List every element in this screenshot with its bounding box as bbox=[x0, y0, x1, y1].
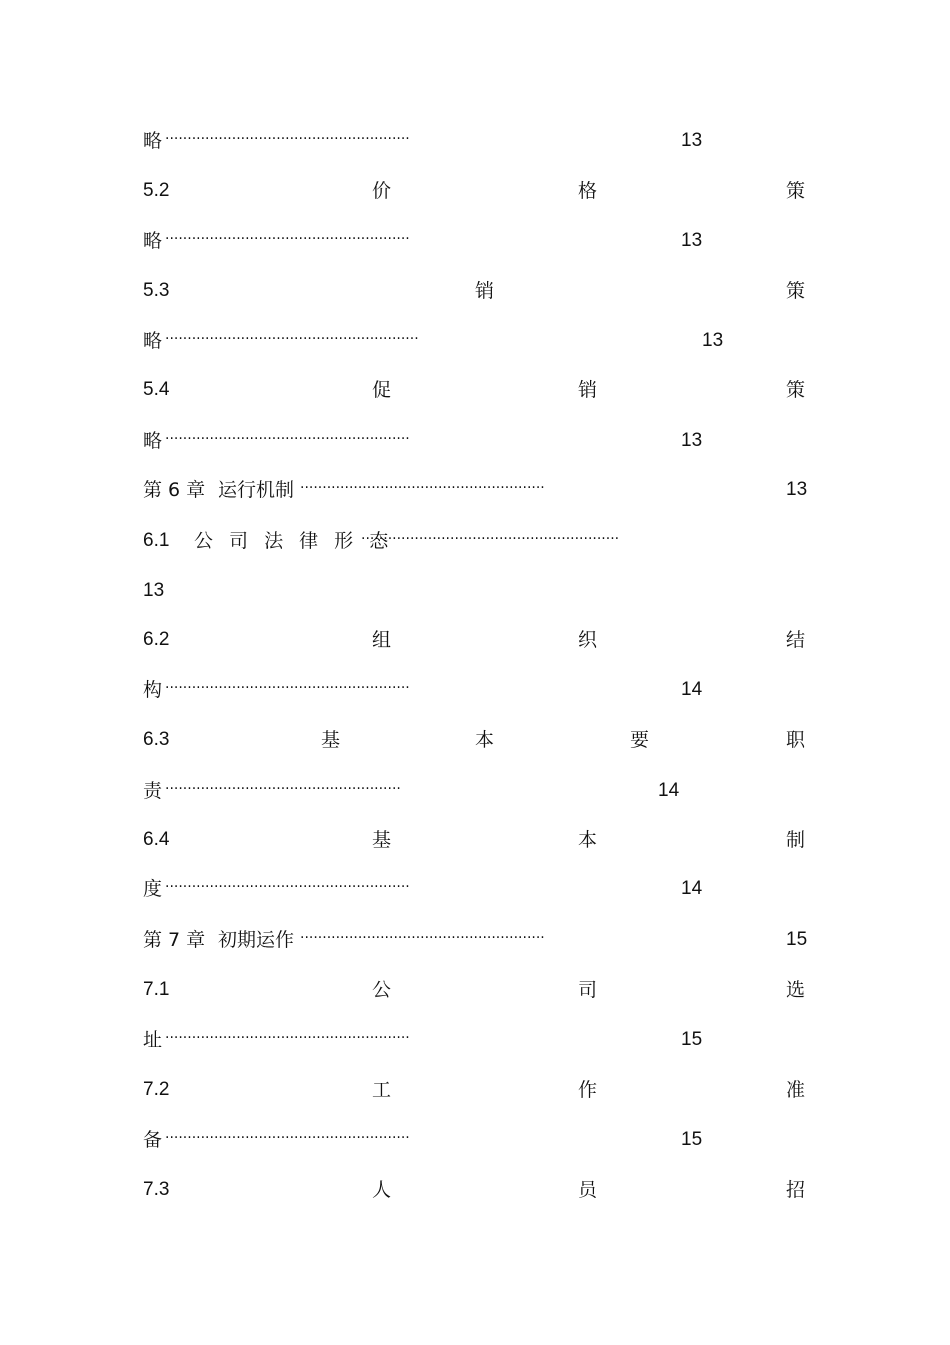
toc-line-7-2-continued bbox=[143, 1125, 808, 1155]
toc-title-char: 织 bbox=[578, 629, 598, 651]
toc-page-number: 14 bbox=[681, 878, 703, 899]
toc-title-char: 策 bbox=[786, 280, 806, 302]
toc-title-char: 准 bbox=[786, 1079, 806, 1101]
toc-line-7-2 bbox=[143, 1075, 808, 1105]
toc-line-6-2 bbox=[143, 625, 808, 655]
toc-line-7-1-continued bbox=[143, 1025, 808, 1055]
toc-chapter-7 bbox=[143, 925, 808, 955]
toc-line-6-3 bbox=[143, 725, 808, 755]
toc-page-number: 13 bbox=[786, 479, 808, 500]
toc-leader-dots: ······················································· bbox=[300, 480, 545, 496]
toc-line-6-1-page bbox=[143, 576, 808, 606]
toc-title-char: 工 bbox=[372, 1079, 392, 1101]
toc-line-5-2 bbox=[143, 176, 808, 206]
toc-page-number: 13 bbox=[143, 580, 165, 601]
toc-page-number: 14 bbox=[658, 780, 680, 801]
toc-line-6-3-continued bbox=[143, 776, 808, 806]
toc-page-number: 13 bbox=[702, 330, 724, 351]
toc-line-5-1-continued bbox=[143, 126, 808, 156]
toc-section-number: 7.2 bbox=[143, 1079, 170, 1100]
toc-chapter-label: 第 7 章 bbox=[143, 929, 206, 951]
toc-leader-dots: ······················································· bbox=[165, 1030, 410, 1046]
toc-title-char: 促 bbox=[372, 379, 392, 401]
toc-title-char: 策 bbox=[786, 379, 806, 401]
toc-entry-tail: 度 bbox=[143, 878, 163, 900]
toc-section-number: 6.1 bbox=[143, 530, 170, 551]
toc-title-char: 基 bbox=[372, 829, 392, 851]
toc-page-number: 15 bbox=[681, 1129, 703, 1150]
toc-entry-tail: 责 bbox=[143, 780, 163, 802]
toc-entry-tail: 备 bbox=[143, 1129, 163, 1151]
toc-section-number: 5.3 bbox=[143, 280, 170, 301]
toc-line-5-4-continued bbox=[143, 426, 808, 456]
toc-entry-tail: 略 bbox=[143, 430, 163, 452]
toc-page-number: 15 bbox=[681, 1029, 703, 1050]
toc-title-char: 组 bbox=[372, 629, 392, 651]
toc-line-6-2-continued bbox=[143, 675, 808, 705]
toc-line-7-1 bbox=[143, 975, 808, 1005]
toc-title-char: 选 bbox=[786, 979, 806, 1001]
toc-page-number: 13 bbox=[681, 130, 703, 151]
toc-section-number: 6.3 bbox=[143, 729, 170, 750]
toc-leader-dots: ····················································· bbox=[165, 781, 401, 797]
toc-chapter-title: 初期运作 bbox=[218, 929, 295, 951]
toc-title-char: 基 bbox=[321, 729, 341, 751]
toc-entry-tail: 构 bbox=[143, 679, 163, 701]
toc-line-5-4 bbox=[143, 375, 808, 405]
toc-entry-tail: 址 bbox=[143, 1029, 163, 1051]
toc-line-5-3-continued bbox=[143, 326, 808, 356]
toc-title-char: 员 bbox=[578, 1179, 598, 1201]
toc-chapter-title: 运行机制 bbox=[218, 479, 295, 501]
toc-leader-dots: ······················································· bbox=[165, 431, 410, 447]
toc-title-char: 司 bbox=[578, 979, 598, 1001]
toc-section-number: 6.2 bbox=[143, 629, 170, 650]
toc-leader-dots: ······················································· bbox=[165, 879, 410, 895]
toc-leader-dots: ······················································· bbox=[165, 680, 410, 696]
toc-title-char: 销 bbox=[475, 280, 495, 302]
toc-title-char: 职 bbox=[786, 729, 806, 751]
toc-entry-tail: 略 bbox=[143, 130, 163, 152]
toc-title-char: 策 bbox=[786, 180, 806, 202]
toc-title-char: 价 bbox=[372, 180, 392, 202]
toc-leader-dots: ························································· bbox=[165, 331, 419, 347]
toc-title-char: 本 bbox=[578, 829, 598, 851]
toc-line-6-4 bbox=[143, 825, 808, 855]
toc-section-number: 7.3 bbox=[143, 1179, 170, 1200]
toc-section-number: 5.4 bbox=[143, 379, 170, 400]
toc-section-number: 5.2 bbox=[143, 180, 170, 201]
toc-title-char: 制 bbox=[786, 829, 806, 851]
toc-page-number: 14 bbox=[681, 679, 703, 700]
toc-entry-tail: 略 bbox=[143, 230, 163, 252]
toc-line-5-2-continued bbox=[143, 226, 808, 256]
toc-line-7-3 bbox=[143, 1175, 808, 1205]
toc-line-6-4-continued bbox=[143, 874, 808, 904]
toc-title-char: 销 bbox=[578, 379, 598, 401]
toc-title-char: 结 bbox=[786, 629, 806, 651]
toc-leader-dots: ······················································· bbox=[165, 1130, 410, 1146]
toc-leader-dots: ·························································· bbox=[361, 531, 620, 547]
toc-page-number: 15 bbox=[786, 929, 808, 950]
toc-leader-dots: ······················································· bbox=[165, 131, 410, 147]
toc-title-char: 招 bbox=[786, 1179, 806, 1201]
toc-title-char: 要 bbox=[630, 729, 650, 751]
toc-page-number: 13 bbox=[681, 230, 703, 251]
toc-chapter-6 bbox=[143, 475, 808, 505]
toc-leader-dots: ······················································· bbox=[300, 930, 545, 946]
toc-section-number: 6.4 bbox=[143, 829, 170, 850]
toc-title-char: 公 bbox=[372, 979, 392, 1001]
toc-title-char: 人 bbox=[372, 1179, 392, 1201]
toc-section-title: 公 司 法 律 形 态 bbox=[194, 530, 394, 552]
toc-leader-dots: ······················································· bbox=[165, 231, 410, 247]
toc-section-number: 7.1 bbox=[143, 979, 170, 1000]
toc-page-number: 13 bbox=[681, 430, 703, 451]
toc-title-char: 本 bbox=[475, 729, 495, 751]
toc-entry-tail: 略 bbox=[143, 330, 163, 352]
toc-line-5-3 bbox=[143, 276, 808, 306]
toc-chapter-label: 第 6 章 bbox=[143, 479, 206, 501]
toc-line-6-1 bbox=[143, 526, 808, 556]
toc-title-char: 作 bbox=[578, 1079, 598, 1101]
toc-title-char: 格 bbox=[578, 180, 598, 202]
